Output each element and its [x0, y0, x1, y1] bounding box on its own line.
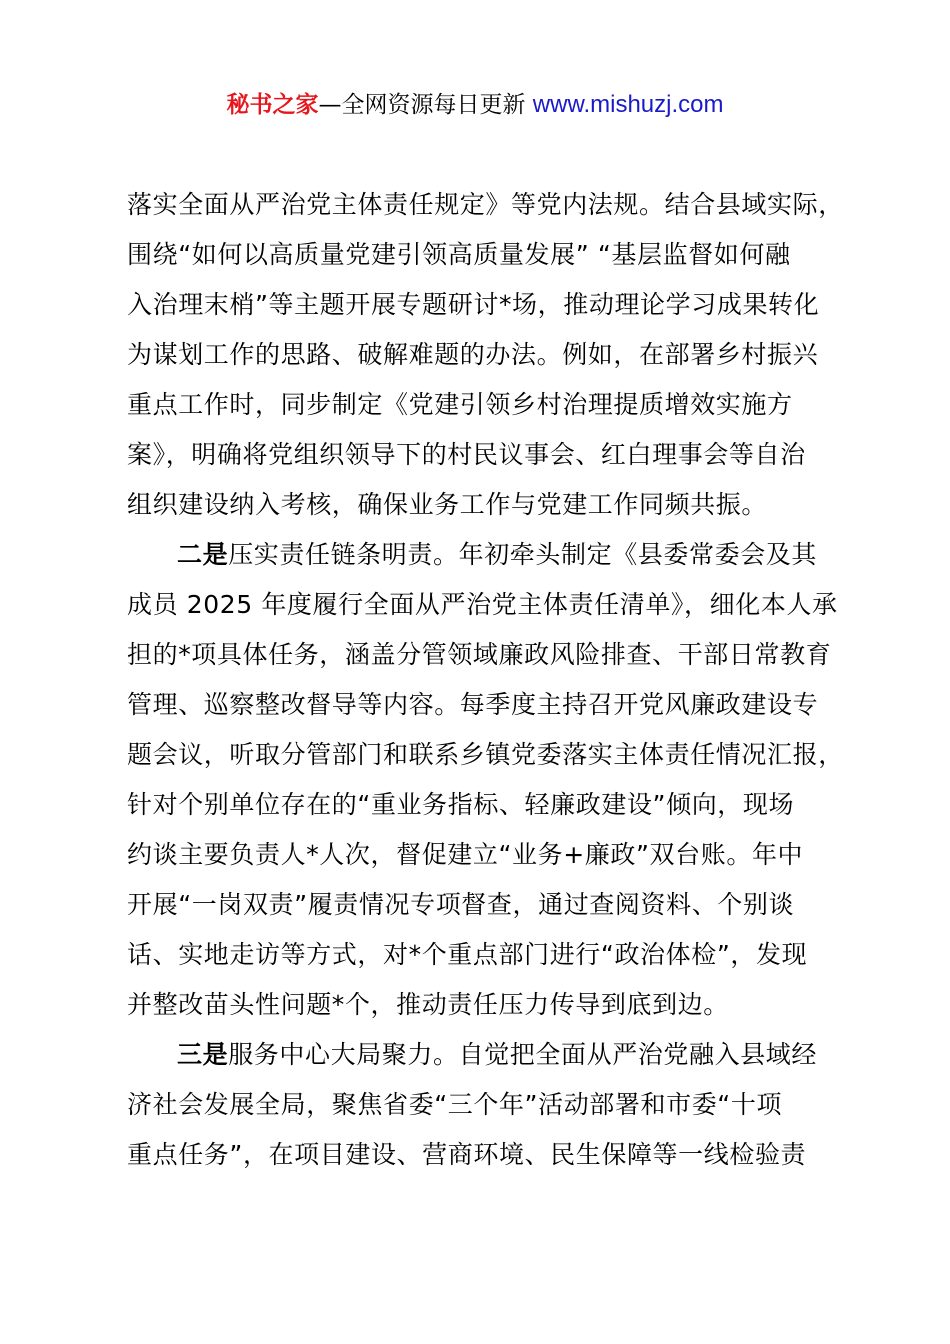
text-line: 约谈主要负责人*人次，督促建立“业务+廉政”双台账。年中	[127, 840, 804, 869]
paragraph-two-first-text: 压实责任链条明责。年初牵头制定《县委常委会及其	[228, 540, 818, 569]
text-line: 重点工作时，同步制定《党建引领乡村治理提质增效实施方	[127, 390, 793, 419]
text-line: 济社会发展全局，聚焦省委“三个年”活动部署和市委“十项	[127, 1090, 783, 1119]
text-line: 并整改苗头性问题*个，推动责任压力传导到底到边。	[127, 990, 729, 1019]
text-line: 题会议，听取分管部门和联系乡镇党委落实主体责任情况汇报，	[127, 740, 844, 769]
paragraph-two-lead: 二是	[177, 540, 229, 569]
text-line: 重点任务”，在项目建设、营商环境、民生保障等一线检验责	[127, 1140, 807, 1169]
text-line: 案》，明确将党组织领导下的村民议事会、红白理事会等自治	[127, 440, 806, 469]
text-line: 围绕“如何以高质量党建引领高质量发展” “基层监督如何融	[127, 240, 791, 269]
site-url-link[interactable]: www.mishuzj.com	[532, 91, 724, 118]
header-tagline: —全网资源每日更新	[318, 92, 533, 118]
text-line: 话、实地走访等方式，对*个重点部门进行“政治体检”，发现	[127, 940, 808, 969]
paragraph-three-first-text: 服务中心大局聚力。自觉把全面从严治党融入县域经	[228, 1040, 818, 1069]
paragraph-two-first-line	[127, 530, 857, 580]
paragraph-three-lead: 三是	[177, 1040, 229, 1069]
paragraph-three-first-line	[127, 1030, 857, 1080]
brand-name: 秘书之家	[226, 92, 319, 118]
site-header	[0, 88, 950, 122]
text-line: 担的*项具体任务，涵盖分管领域廉政风险排查、干部日常教育	[127, 640, 832, 669]
text-line: 开展“一岗双责”履责情况专项督查，通过查阅资料、个别谈	[127, 890, 795, 919]
text-line: 入治理末梢”等主题开展专题研讨*场，推动理论学习成果转化	[127, 290, 820, 319]
text-line: 组织建设纳入考核，确保业务工作与党建工作同频共振。	[127, 490, 768, 519]
text-line: 为谋划工作的思路、破解难题的办法。例如，在部署乡村振兴	[127, 340, 819, 369]
document-body	[127, 180, 857, 1180]
text-line: 成员 2025 年度履行全面从严治党主体责任清单》，细化本人承	[127, 590, 838, 619]
text-line: 落实全面从严治党主体责任规定》等党内法规。结合县域实际，	[127, 190, 844, 219]
text-line: 针对个别单位存在的“重业务指标、轻廉政建设”倾向，现场	[127, 790, 795, 819]
text-line: 管理、巡察整改督导等内容。每季度主持召开党风廉政建设专	[127, 690, 819, 719]
